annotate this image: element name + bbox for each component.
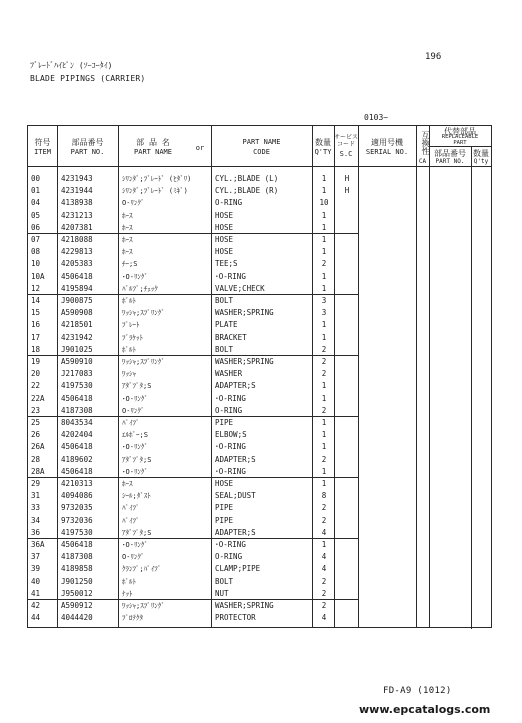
- cell-jp: ｼﾘﾝﾀﾞ;ﾌﾞﾚｰﾄﾞ (ﾐｷﾞ): [122, 187, 188, 196]
- page-number: 196: [425, 52, 442, 62]
- cell-qty: 2: [321, 588, 327, 598]
- item-header: ITEM: [34, 148, 51, 156]
- cell-jp: ﾜｯｼｬ: [122, 370, 136, 379]
- cell-part: 4044420: [61, 613, 93, 623]
- cell-part: 4506418: [61, 466, 93, 476]
- table-row: [28, 600, 491, 612]
- cell-item: 26A: [31, 442, 45, 452]
- cell-name: ･O-RING: [215, 271, 246, 281]
- cell-jp: ｱﾀﾞﾌﾟﾀ;S: [122, 528, 152, 537]
- qty-header: Q'TY: [314, 148, 332, 156]
- part-no-header-jp: 部品番号: [71, 138, 104, 147]
- cell-name: ･O-RING: [215, 442, 246, 452]
- cell-jp: O-ﾘﾝｸﾞ: [122, 199, 145, 208]
- cell-qty: 2: [321, 259, 327, 269]
- cell-jp: ･O-ﾘﾝｸﾞ: [122, 272, 148, 281]
- cell-item: 37: [31, 552, 41, 562]
- cell-part: J901250: [61, 576, 93, 586]
- cell-item: 29: [31, 479, 41, 488]
- cell-name: ADAPTER;S: [215, 527, 256, 537]
- cell-qty: 1: [321, 186, 327, 196]
- serial-header: SERIAL NO.: [365, 148, 409, 156]
- cell-qty: 2: [321, 601, 327, 610]
- cell-name: HOSE: [215, 235, 234, 244]
- table-row: [28, 344, 491, 356]
- table-row: [28, 576, 491, 588]
- sc-header: S.C: [339, 150, 353, 158]
- cell-name: ･O-RING: [215, 466, 246, 476]
- cell-qty: 1: [321, 247, 327, 257]
- cell-item: 17: [31, 332, 41, 342]
- cell-item: 33: [31, 503, 41, 513]
- cell-qty: 1: [321, 283, 327, 293]
- or-label: or: [195, 144, 205, 152]
- cell-jp: ﾅｯﾄ: [122, 589, 133, 598]
- cell-part: A590912: [61, 601, 93, 610]
- table-row: [28, 563, 491, 575]
- ca-header-jp: 互換性: [421, 131, 430, 155]
- table-row: [28, 502, 491, 514]
- cell-item: 36A: [31, 540, 45, 549]
- table-row: [28, 197, 491, 209]
- table-row: [28, 368, 491, 380]
- table-row: [28, 490, 491, 502]
- table-row: [28, 393, 491, 405]
- part-name-header: PART NAME: [134, 148, 172, 156]
- cell-part: 8043534: [61, 418, 93, 427]
- cell-jp: ･O-ﾘﾝｸﾞ: [122, 394, 148, 403]
- cell-item: 15: [31, 308, 41, 318]
- cell-item: 19: [31, 357, 41, 366]
- table-row: [28, 380, 491, 392]
- cell-qty: 4: [321, 527, 327, 537]
- table-row: [28, 356, 491, 368]
- cell-name: SEAL;DUST: [215, 491, 256, 501]
- cell-part: 4189858: [61, 564, 93, 574]
- cell-part: J950012: [61, 588, 93, 598]
- table-row: [28, 234, 491, 246]
- cell-name: O-RING: [215, 552, 243, 562]
- cell-jp: ﾌﾟﾛﾃｸﾀ: [122, 614, 143, 623]
- cell-name: VALVE;CHECK: [215, 283, 265, 293]
- cell-qty: 1: [321, 430, 327, 440]
- table-row: [28, 210, 491, 222]
- cell-jp: ｼｰﾙ;ﾀﾞｽﾄ: [122, 492, 151, 501]
- cell-jp: ﾌﾟﾚｰﾄ: [122, 321, 140, 330]
- cell-part: 4197530: [61, 381, 93, 391]
- cell-part: J901025: [61, 344, 93, 354]
- cell-name: WASHER;SPRING: [215, 601, 274, 610]
- cell-jp: ﾎﾞﾙﾄ: [122, 345, 136, 354]
- cell-item: 25: [31, 418, 41, 427]
- cell-part: 4506418: [61, 540, 93, 549]
- cell-name: O-RING: [215, 405, 243, 415]
- cell-qty: 1: [321, 479, 327, 488]
- cell-jp: ﾁｰ;S: [122, 260, 138, 269]
- cell-part: 4202404: [61, 430, 93, 440]
- parts-table: [27, 125, 492, 628]
- cell-name: O-RING: [215, 198, 243, 208]
- cell-qty: 1: [321, 222, 327, 232]
- cell-jp: ﾌﾞﾗｹｯﾄ: [122, 333, 143, 342]
- cell-name: ･O-RING: [215, 540, 246, 549]
- cell-part: 4231942: [61, 332, 93, 342]
- cell-item: 10A: [31, 271, 45, 281]
- cell-part: A590908: [61, 308, 93, 318]
- cell-item: 28: [31, 454, 41, 464]
- cell-jp: ﾎｰｽ: [122, 211, 133, 220]
- cell-qty: 4: [321, 552, 327, 562]
- table-row: [28, 441, 491, 453]
- cell-jp: ｼﾘﾝﾀﾞ;ﾌﾞﾚｰﾄﾞ (ﾋﾀﾞﾘ): [122, 175, 192, 183]
- part-no-header: PART NO.: [70, 148, 105, 156]
- cell-jp: ｸﾗﾝﾌﾟ;ﾊﾟｲﾌﾟ: [122, 565, 162, 574]
- table-row: [28, 185, 491, 197]
- cell-item: 18: [31, 344, 41, 354]
- replaceable-header: REPLACEABLE PART: [441, 134, 479, 146]
- cell-item: 04: [31, 198, 41, 208]
- cell-part: 4218088: [61, 235, 93, 244]
- table-row: [28, 527, 491, 539]
- table-row: [28, 478, 491, 490]
- cell-jp: ･O-ﾘﾝｸﾞ: [122, 541, 148, 549]
- cell-name: PIPE: [215, 418, 234, 427]
- cell-part: 4231213: [61, 210, 93, 220]
- cell-jp: ﾜｯｼｬ;ｽﾌﾟﾘﾝｸﾞ: [122, 358, 165, 366]
- cell-item: 41: [31, 588, 41, 598]
- cell-part: 4506418: [61, 393, 93, 403]
- section-title-jp: ﾌﾞﾚｰﾄﾞﾊｲﾋﾟﾝ (ｿｰｺｰﾀｲ): [30, 61, 113, 70]
- cell-name: BOLT: [215, 576, 234, 586]
- cell-jp: ﾊﾞﾙﾌﾞ;ﾁｪｯｸ: [122, 284, 158, 293]
- cell-qty: 1: [321, 540, 327, 549]
- cell-qty: 1: [321, 210, 327, 220]
- cell-name: CYL.;BLADE (R): [215, 186, 279, 196]
- repl-part-header-jp: 部品番号: [434, 149, 466, 158]
- cell-name: PIPE: [215, 503, 234, 513]
- table-row: [28, 405, 491, 417]
- cell-qty: 1: [321, 320, 327, 330]
- cell-qty: 2: [321, 344, 327, 354]
- cell-item: 14: [31, 296, 41, 305]
- cell-name: PROTECTOR: [215, 613, 256, 623]
- cell-name: BRACKET: [215, 332, 247, 342]
- cell-part: 4210313: [61, 479, 93, 488]
- cell-part: 4207381: [61, 222, 93, 232]
- cell-qty: 1: [321, 442, 327, 452]
- serial-range: 0103~: [364, 113, 389, 122]
- cell-item: 05: [31, 210, 41, 220]
- cell-name: PLATE: [215, 320, 238, 330]
- cell-jp: ﾊﾟｲﾌﾟ: [122, 419, 140, 427]
- cell-part: 4138938: [61, 198, 93, 208]
- table-row: [28, 417, 491, 429]
- section-title: BLADE PIPINGS (CARRIER): [30, 74, 146, 83]
- table-row: [28, 319, 491, 331]
- repl-qty-header-jp: 数量: [473, 149, 489, 158]
- cell-qty: 2: [321, 503, 327, 513]
- cell-qty: 8: [321, 491, 327, 501]
- code-header-2: CODE: [253, 148, 270, 156]
- cell-item: 16: [31, 320, 41, 330]
- cell-name: HOSE: [215, 479, 234, 488]
- cell-name: HOSE: [215, 222, 234, 232]
- cell-jp: O-ﾘﾝｸﾞ: [122, 406, 145, 415]
- cell-item: 08: [31, 247, 41, 257]
- cell-qty: 4: [321, 613, 327, 623]
- cell-part: 9732035: [61, 503, 93, 513]
- cell-qty: 2: [321, 454, 327, 464]
- cell-item: 28A: [31, 466, 45, 476]
- table-row: [28, 551, 491, 563]
- cell-qty: 1: [321, 174, 327, 183]
- cell-qty: 1: [321, 381, 327, 391]
- cell-name: BOLT: [215, 296, 234, 305]
- cell-name: WASHER;SPRING: [215, 308, 274, 318]
- table-row: [28, 429, 491, 441]
- cell-part: 4506418: [61, 442, 93, 452]
- table-row: [28, 588, 491, 600]
- cell-part: 4094086: [61, 491, 93, 501]
- cell-jp: ﾊﾟｲﾌﾟ: [122, 516, 140, 525]
- cell-item: 00: [31, 174, 41, 183]
- cell-name: ELBOW;S: [215, 430, 247, 440]
- table-row: [28, 271, 491, 283]
- cell-jp: ｴﾙﾎﾞｰ;S: [122, 431, 148, 440]
- table-row: [28, 222, 491, 234]
- cell-qty: 1: [321, 393, 327, 403]
- table-row: [28, 246, 491, 258]
- cell-qty: 1: [321, 271, 327, 281]
- cell-part: 4197530: [61, 527, 93, 537]
- cell-qty: 1: [321, 466, 327, 476]
- cell-qty: 1: [321, 332, 327, 342]
- cell-item: 12: [31, 283, 41, 293]
- page-code: FD-A9 (1012): [383, 686, 452, 696]
- cell-part: 4218501: [61, 320, 93, 330]
- cell-item: 34: [31, 515, 41, 525]
- cell-jp: ﾊﾟｲﾌﾟ: [122, 504, 140, 513]
- cell-qty: 2: [321, 405, 327, 415]
- cell-jp: ﾜｯｼｬ;ｽﾌﾟﾘﾝｸﾞ: [122, 309, 165, 318]
- cell-qty: 4: [321, 564, 327, 574]
- table-row: [28, 283, 491, 295]
- cell-jp: ｱﾀﾞﾌﾟﾀ;S: [122, 382, 152, 391]
- cell-jp: ･O-ﾘﾝｸﾞ: [122, 467, 148, 476]
- cell-sc: H: [344, 174, 350, 183]
- cell-name: BOLT: [215, 344, 234, 354]
- cell-part: J900875: [61, 296, 93, 305]
- cell-jp: ﾎﾞﾙﾄ: [122, 297, 136, 305]
- cell-name: ADAPTER;S: [215, 381, 256, 391]
- qty-header-jp: 数量: [315, 138, 331, 147]
- cell-qty: 2: [321, 369, 327, 379]
- cell-part: A590910: [61, 357, 93, 366]
- cell-name: PIPE: [215, 515, 234, 525]
- cell-part: 4187308: [61, 552, 93, 562]
- cell-name: WASHER: [215, 369, 243, 379]
- repl-qty-header: Q'ty: [473, 158, 489, 165]
- code-header: PART NAME: [242, 138, 281, 146]
- cell-qty: 3: [321, 296, 327, 305]
- replaceable-header-jp: 代替部品: [444, 127, 476, 136]
- cell-item: 31: [31, 491, 41, 501]
- cell-item: 01: [31, 186, 41, 196]
- cell-sc: H: [344, 186, 350, 196]
- table-row: [28, 332, 491, 344]
- table-row: [28, 295, 491, 307]
- cell-qty: 2: [321, 576, 327, 586]
- cell-jp: ﾎｰｽ: [122, 236, 133, 244]
- table-row: [28, 258, 491, 270]
- cell-item: 20: [31, 369, 41, 379]
- cell-name: ADAPTER;S: [215, 454, 256, 464]
- repl-part-header: PART NO.: [435, 158, 465, 165]
- cell-part: 9732036: [61, 515, 93, 525]
- cell-name: CLAMP;PIPE: [215, 564, 261, 574]
- item-header-jp: 符号: [34, 138, 51, 147]
- cell-qty: 2: [321, 357, 327, 366]
- cell-item: 36: [31, 527, 41, 537]
- cell-jp: ﾎｰｽ: [122, 248, 133, 257]
- cell-name: CYL.;BLADE (L): [215, 174, 279, 183]
- table-row: [28, 466, 491, 478]
- cell-name: WASHER;SPRING: [215, 357, 274, 366]
- cell-item: 22: [31, 381, 41, 391]
- cell-jp: ﾜｯｼｬ;ｽﾌﾟﾘﾝｸﾞ: [122, 602, 165, 610]
- cell-jp: ﾎｰｽ: [122, 480, 133, 488]
- cell-name: HOSE: [215, 247, 234, 257]
- cell-part: 4187308: [61, 405, 93, 415]
- cell-name: NUT: [215, 588, 229, 598]
- table-row: [28, 307, 491, 319]
- cell-item: 22A: [31, 393, 45, 403]
- cell-name: HOSE: [215, 210, 234, 220]
- cell-item: 42: [31, 601, 41, 610]
- cell-jp: ﾎｰｽ: [122, 223, 133, 232]
- cell-qty: 1: [321, 235, 327, 244]
- cell-item: 40: [31, 576, 41, 586]
- cell-part: 4231943: [61, 174, 93, 183]
- cell-part: 4205383: [61, 259, 93, 269]
- sc-header-jp: サービス コード: [334, 134, 359, 148]
- cell-qty: 10: [319, 198, 329, 208]
- cell-jp: ･O-ﾘﾝｸﾞ: [122, 443, 148, 452]
- cell-name: TEE;S: [215, 259, 238, 269]
- cell-item: 10: [31, 259, 41, 269]
- cell-part: 4189602: [61, 454, 93, 464]
- cell-part: 4195894: [61, 283, 93, 293]
- table-row: [28, 612, 491, 624]
- cell-part: 4231944: [61, 186, 93, 196]
- cell-jp: ｱﾀﾞﾌﾟﾀ;S: [122, 455, 152, 464]
- cell-part: 4229813: [61, 247, 93, 257]
- cell-item: 44: [31, 613, 41, 623]
- cell-item: 39: [31, 564, 41, 574]
- cell-name: ･O-RING: [215, 393, 246, 403]
- table-row: [28, 173, 491, 185]
- cell-qty: 1: [321, 418, 327, 427]
- table-row: [28, 539, 491, 551]
- cell-jp: ﾎﾞﾙﾄ: [122, 577, 136, 586]
- cell-qty: 2: [321, 515, 327, 525]
- serial-header-jp: 適用号機: [371, 138, 403, 147]
- cell-item: 23: [31, 405, 41, 415]
- cell-part: 4506418: [61, 271, 93, 281]
- part-name-header-jp: 部 品 名: [136, 138, 170, 147]
- cell-jp: O-ﾘﾝｸﾞ: [122, 553, 145, 562]
- table-row: [28, 515, 491, 527]
- cell-qty: 3: [321, 308, 327, 318]
- cell-item: 26: [31, 430, 41, 440]
- cell-item: 06: [31, 222, 41, 232]
- cell-part: J217083: [61, 369, 93, 379]
- watermark-url: www.epcatalogs.com: [359, 703, 491, 716]
- ca-header: CA: [418, 158, 427, 165]
- cell-item: 07: [31, 235, 41, 244]
- table-row: [28, 454, 491, 466]
